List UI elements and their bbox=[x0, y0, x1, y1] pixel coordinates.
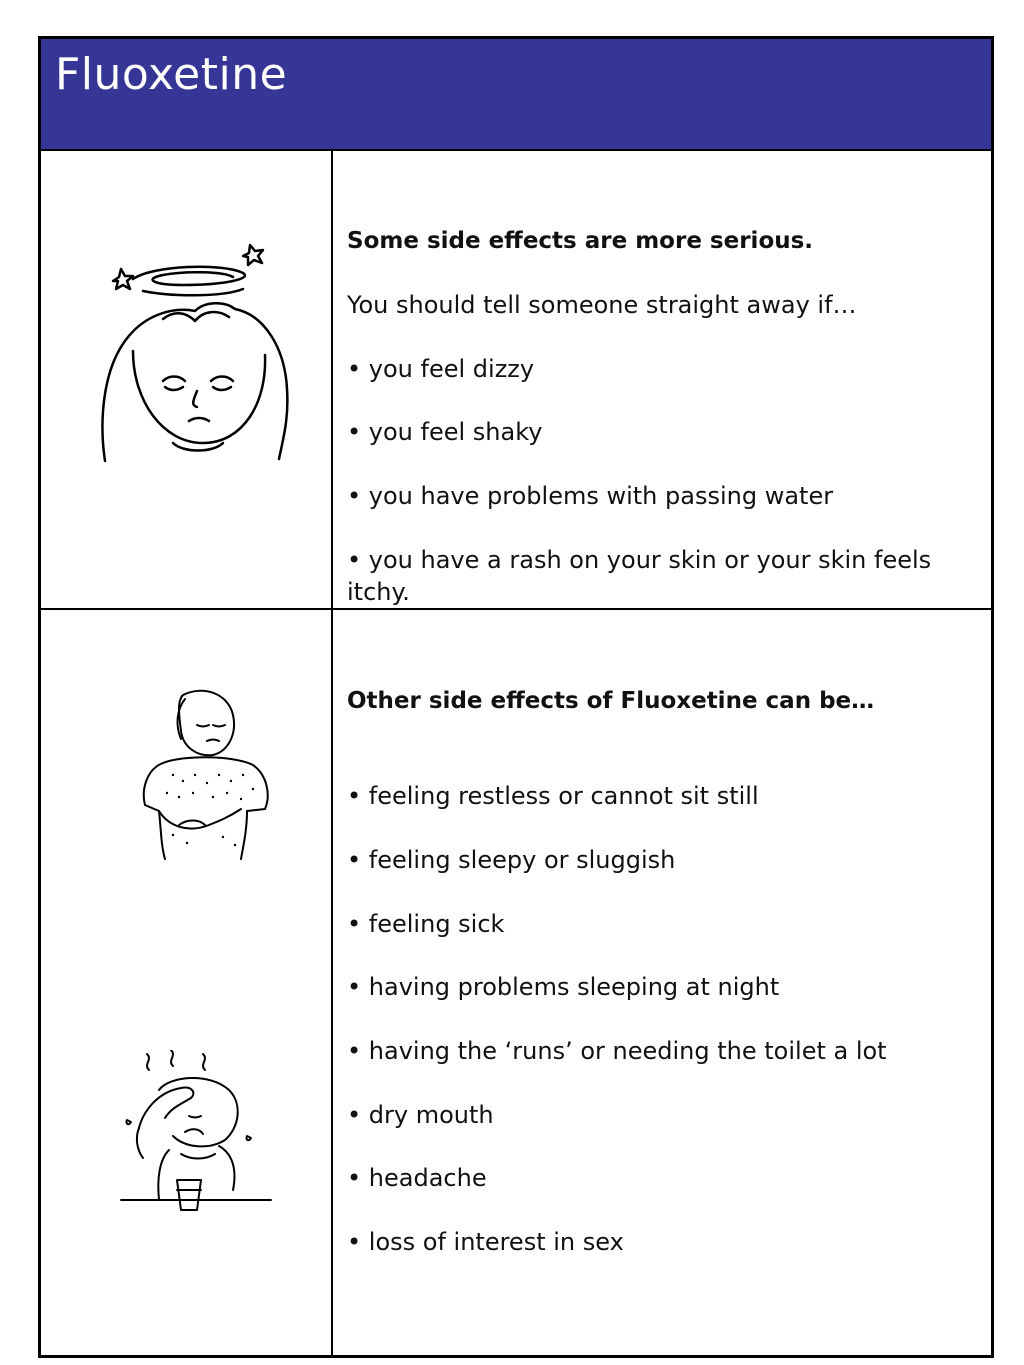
serious-item-shaky: • you feel shaky bbox=[347, 418, 543, 446]
other-heading: Other side effects of Fluoxetine can be… bbox=[347, 688, 875, 714]
page-title: Fluoxetine bbox=[55, 49, 288, 100]
serious-item-rash: • you have a rash on your skin or your skin feels itchy. bbox=[347, 546, 932, 606]
other-item-sick: • feeling sick bbox=[347, 910, 505, 938]
title-banner bbox=[41, 39, 991, 151]
serious-item-passing-water: • you have problems with passing water bbox=[347, 482, 834, 510]
other-item-sleep-problems: • having problems sleeping at night bbox=[347, 973, 780, 1001]
other-item-sex: • loss of interest in sex bbox=[347, 1228, 624, 1256]
stomach-ache-illustration bbox=[123, 685, 273, 860]
other-illustrations-cell bbox=[41, 610, 333, 1355]
serious-text-cell bbox=[333, 151, 991, 608]
leaflet-card bbox=[38, 36, 994, 1358]
serious-item-dizzy: • you feel dizzy bbox=[347, 355, 535, 383]
other-side-effects-section bbox=[41, 610, 991, 1355]
other-item-restless: • feeling restless or cannot sit still bbox=[347, 782, 759, 810]
other-item-sleepy: • feeling sleepy or sluggish bbox=[347, 846, 676, 874]
serious-intro: You should tell someone straight away if… bbox=[347, 291, 857, 319]
other-item-runs: • having the ‘runs’ or needing the toilet a lot bbox=[347, 1037, 887, 1065]
other-item-headache: • headache bbox=[347, 1164, 487, 1192]
dizzy-illustration-cell bbox=[41, 151, 333, 608]
other-item-dry-mouth: • dry mouth bbox=[347, 1101, 494, 1129]
serious-side-effects-section bbox=[41, 151, 991, 610]
other-text-cell bbox=[333, 610, 991, 1355]
dizzy-person-illustration bbox=[93, 241, 293, 481]
serious-heading: Some side effects are more serious. bbox=[347, 228, 814, 254]
headache-illustration bbox=[119, 1050, 279, 1220]
